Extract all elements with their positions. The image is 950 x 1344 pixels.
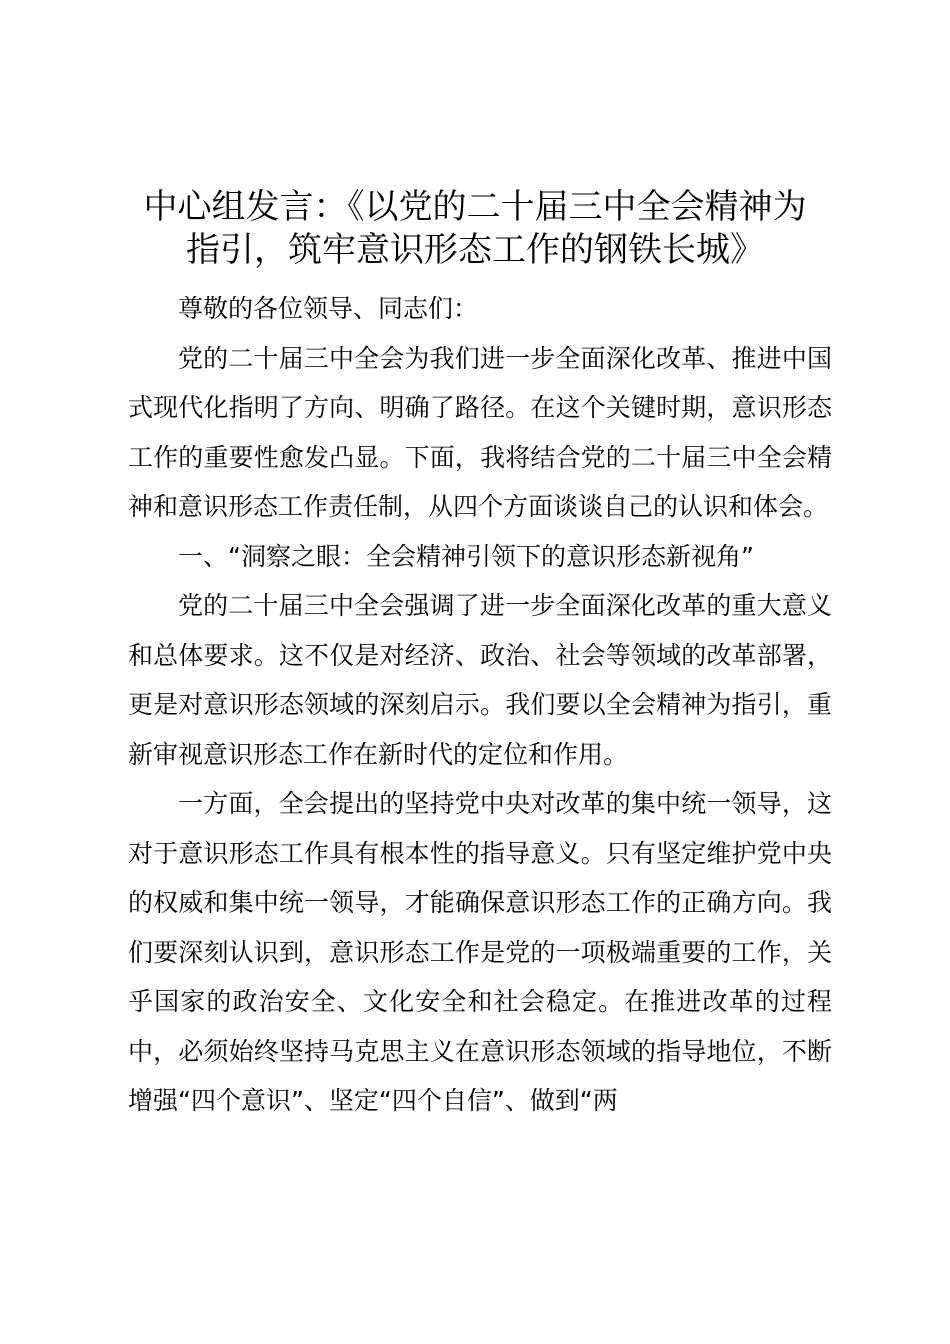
section-heading-1: 一、“洞察之眼：全会精神引领下的意识形态新视角” bbox=[178, 541, 754, 571]
title-line-2: 指引，筑牢意识形态工作的钢铁长城》 bbox=[186, 230, 764, 270]
document-body bbox=[128, 284, 832, 1126]
paragraph-section-1-point-1: 一方面，全会提出的坚持党中央对改革的集中统一领导，这对于意识形态工作具有根本性的指导意义。只有坚定维护党中央的权威和集中统一领导，才能确保意识形态工作的正确方向。我们要深刻认识到，意识形态工作是党的一项极端重要的工作，关乎国家的政治安全、文化安全和社会稳定。在推进改革的过程中，必须始终坚持马克思主义在意识形态领域的指导地位，不断增强“四个意识”、坚定“四个自信”、做到“两 bbox=[128, 789, 832, 1115]
document-title bbox=[118, 186, 832, 272]
salutation: 尊敬的各位领导、同志们： bbox=[178, 294, 479, 323]
paragraph-section-1: 党的二十届三中全会强调了进一步全面深化改革的重大意义和总体要求。这不仅是对经济、政治、社会等领域的改革部署，更是对意识形态领域的深刻启示。我们要以全会精神为指引，重新审视意识形态工作在新时代的定位和作用。 bbox=[128, 591, 832, 769]
paragraph-intro: 党的二十届三中全会为我们进一步全面深化改革、推进中国式现代化指明了方向、明确了路径。在这个关键时期，意识形态工作的重要性愈发凸显。下面，我将结合党的二十届三中全会精神和意识形态工作责任制，从四个方面谈谈自己的认识和体会。 bbox=[128, 343, 832, 521]
title-line-1: 中心组发言：《以党的二十届三中全会精神为 bbox=[143, 187, 807, 227]
